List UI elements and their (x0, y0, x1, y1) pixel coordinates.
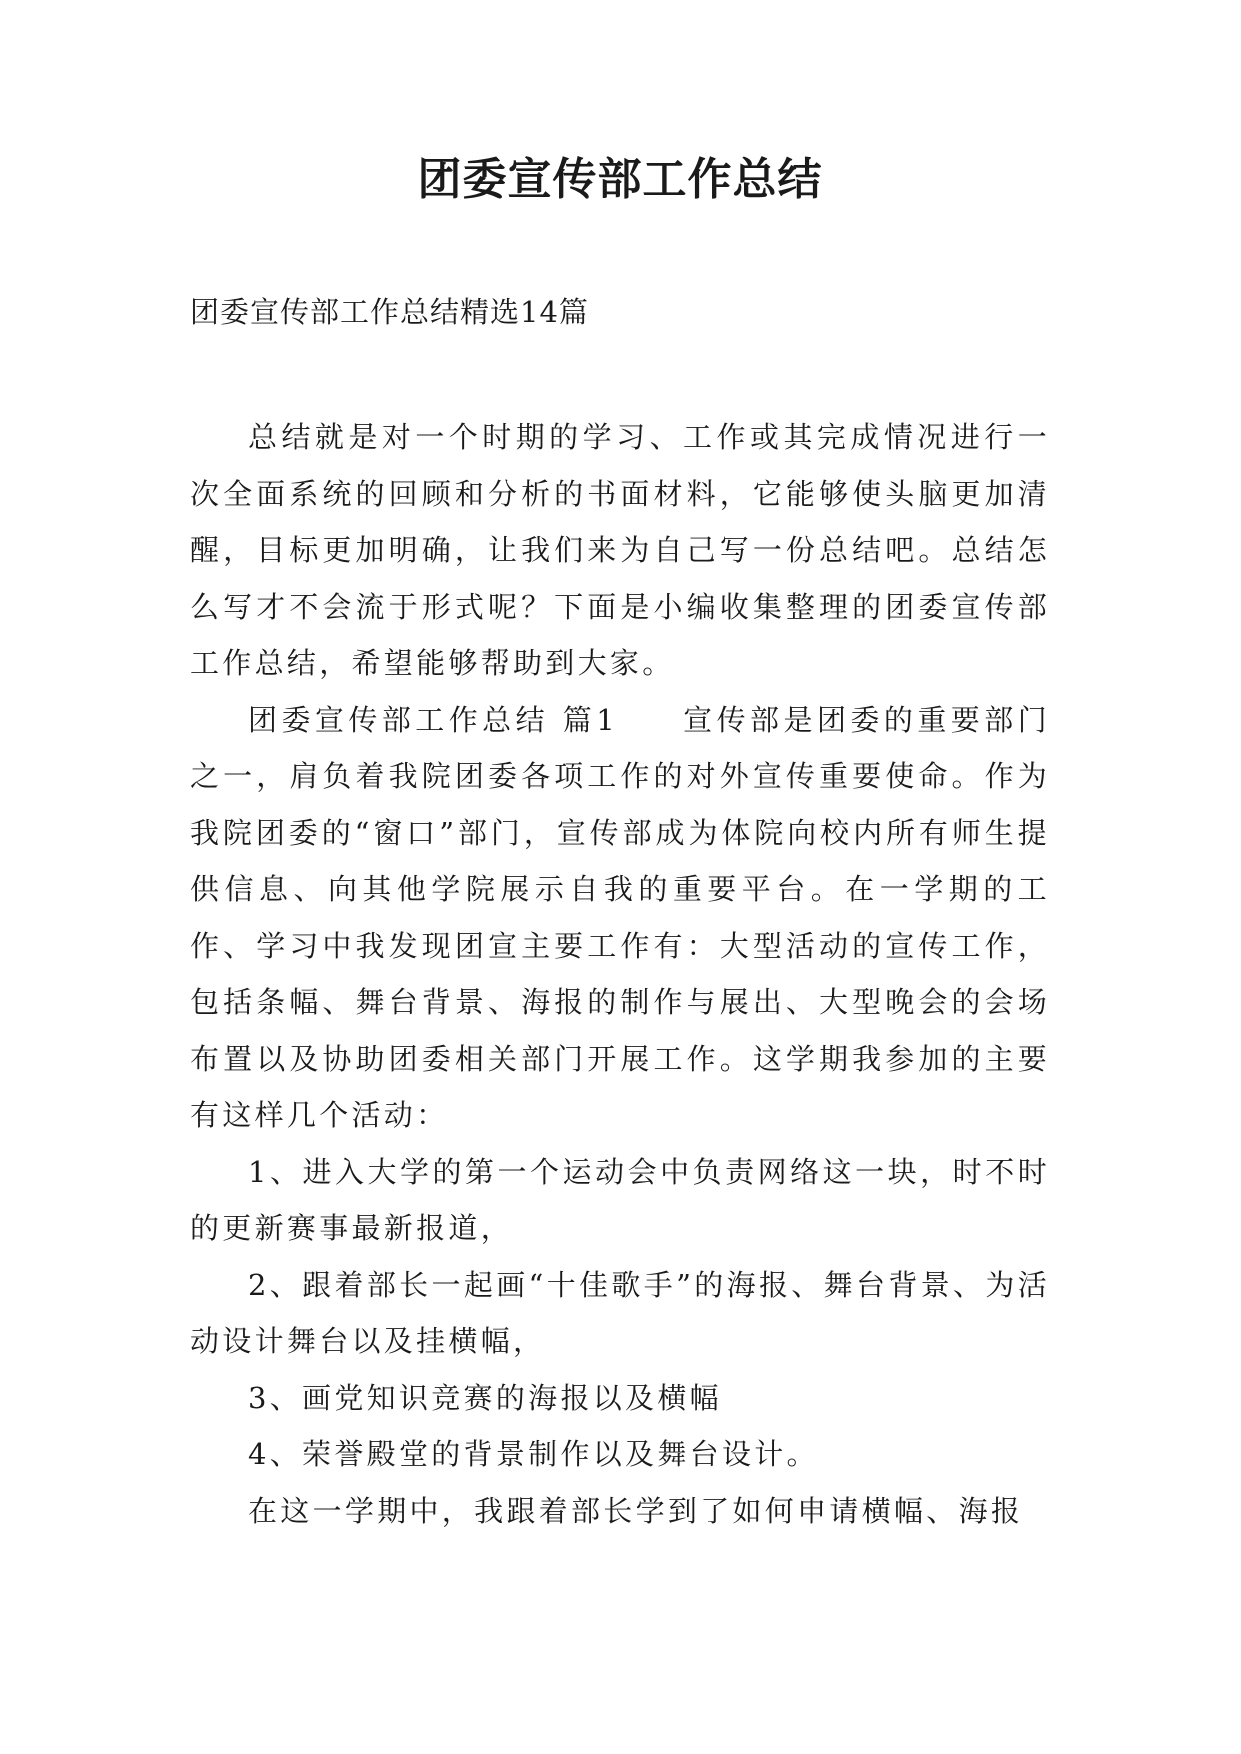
intro-paragraph: 总结就是对一个时期的学习、工作或其完成情况进行一次全面系统的回顾和分析的书面材料，它能够使头脑更加清醒，目标更加明确，让我们来为自己写一份总结吧。总结怎么写才不会流于形式呢？下面是小编收集整理的团委宣传部工作总结，希望能够帮助到大家。 (190, 420, 1050, 680)
list-item: 1、进入大学的第一个运动会中负责网络这一块，时不时的更新赛事最新报道， (190, 1154, 1050, 1245)
section-1-paragraph (190, 692, 1050, 1144)
list-item: 2、跟着部长一起画“十佳歌手”的海报、舞台背景、为活动设计舞台以及挂横幅， (190, 1267, 1050, 1358)
document-body (190, 409, 1050, 1539)
list-item: 3、画党知识竞赛的海报以及横幅 (248, 1380, 722, 1415)
document-subtitle: 团委宣传部工作总结精选14篇 (190, 295, 589, 329)
list-item: 4、荣誉殿堂的背景制作以及舞台设计。 (248, 1437, 819, 1471)
closing-paragraph: 在这一学期中，我跟着部长学到了如何申请横幅、海报 (248, 1493, 1024, 1528)
document-title: 团委宣传部工作总结 (417, 154, 823, 205)
section-1-heading: 团委宣传部工作总结 篇1 (248, 702, 618, 737)
section-1-body: 宣传部是团委的重要部门之一，肩负着我院团委各项工作的对外宣传重要使命。作为我院团委的“窗口”部门，宣传部成为体院向校内所有师生提供信息、向其他学院展示自我的重要平台。在一学期的工作、学习中我发现团宣主要工作有：大型活动的宣传工作，包括条幅、舞台背景、海报的制作与展出、大型晚会的会场布置以及协助团委相关部门开展工作。这学期我参加的主要有这样几个活动： (190, 702, 1050, 1132)
